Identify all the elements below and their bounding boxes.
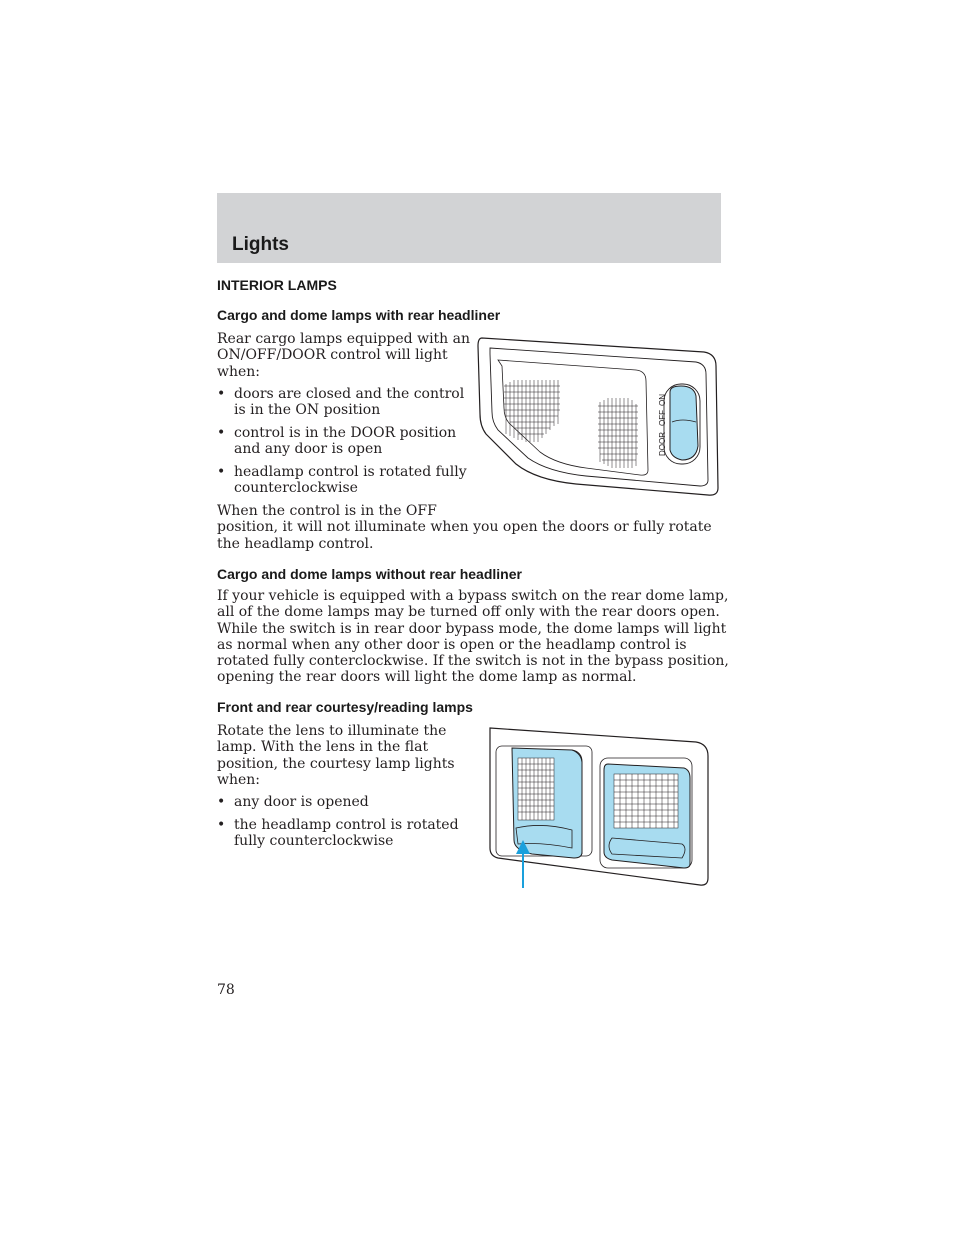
lamp-lens-grid-courtesy-left [518,758,554,820]
switch-label-off: OFF [658,410,667,426]
text-line: Rotate the lens to illuminate the [217,723,447,739]
text-line: If your vehicle is equipped with a bypass switch on the rear dome lamp, [217,588,729,604]
bullet-icon: • [217,794,226,810]
text-line: ON/OFF/DOOR control will light [217,347,448,364]
intro-paragraph [217,331,470,380]
text-line: any door is opened [234,794,369,810]
off-position-paragraph [217,503,712,552]
text-line: when: [217,771,261,788]
text-line: headlamp control is rotated fully [234,464,467,480]
text-line: all of the dome lamps may be turned off only with the rear doors open. [217,604,720,621]
text-line: control is in the DOOR position [234,425,457,441]
subsection-title-with-headliner: Cargo and dome lamps with rear headliner [217,307,501,323]
page-title: Lights [232,234,289,255]
text-line: position, the courtesy lamp lights [217,755,455,772]
text-line: lamp. With the lens in the flat [217,739,429,756]
lamp-lens-grid-courtesy-right [614,774,678,828]
text-line: the headlamp control is rotated [234,817,459,833]
section-title: INTERIOR LAMPS [217,277,337,293]
text-line: Rear cargo lamps equipped with an [217,331,471,347]
text-line: opening the rear doors will light the dome lamp as normal. [217,669,637,686]
bullet-icon: • [217,817,226,833]
switch-label-on: ON [658,394,667,406]
text-line: is in the ON position [234,402,381,418]
text-line: counterclockwise [234,480,358,496]
courtesy-intro-paragraph [217,723,455,788]
text-line: rotated fully conterclockwise. If the switch is not in the bypass position, [217,653,729,670]
text-line: While the switch is in rear door bypass mode, the dome lamps will light [217,620,727,637]
text-line: position, it will not illuminate when you open the doors or fully rotate [217,519,712,536]
list-item [217,794,467,812]
text-line: When the control is in the OFF [217,503,437,519]
text-line: fully counterclockwise [234,833,394,849]
text-line: the headlamp control. [217,535,374,552]
list-item [217,817,467,851]
courtesy-lamp-illustration [482,724,714,890]
text-line: when: [217,363,261,380]
cargo-lamp-illustration [476,334,726,500]
list-item [217,464,467,498]
section-header-band [217,193,721,263]
rocker-switch [670,386,698,460]
text-line: and any door is open [234,441,383,457]
list-item [217,425,467,459]
page-number: 78 [217,982,235,998]
text-line: as normal when any other door is open or the headlamp control is [217,636,687,653]
bypass-switch-paragraph [217,588,729,686]
subsection-title-without-headliner: Cargo and dome lamps without rear headliner [217,566,522,582]
bullet-icon: • [217,425,226,441]
bullet-icon: • [217,464,226,480]
bullet-icon: • [217,386,226,402]
subsection-title-courtesy-lamps: Front and rear courtesy/reading lamps [217,699,473,715]
list-item [217,386,467,420]
switch-label-door: DOOR [658,432,667,456]
text-line: doors are closed and the control [234,386,465,402]
